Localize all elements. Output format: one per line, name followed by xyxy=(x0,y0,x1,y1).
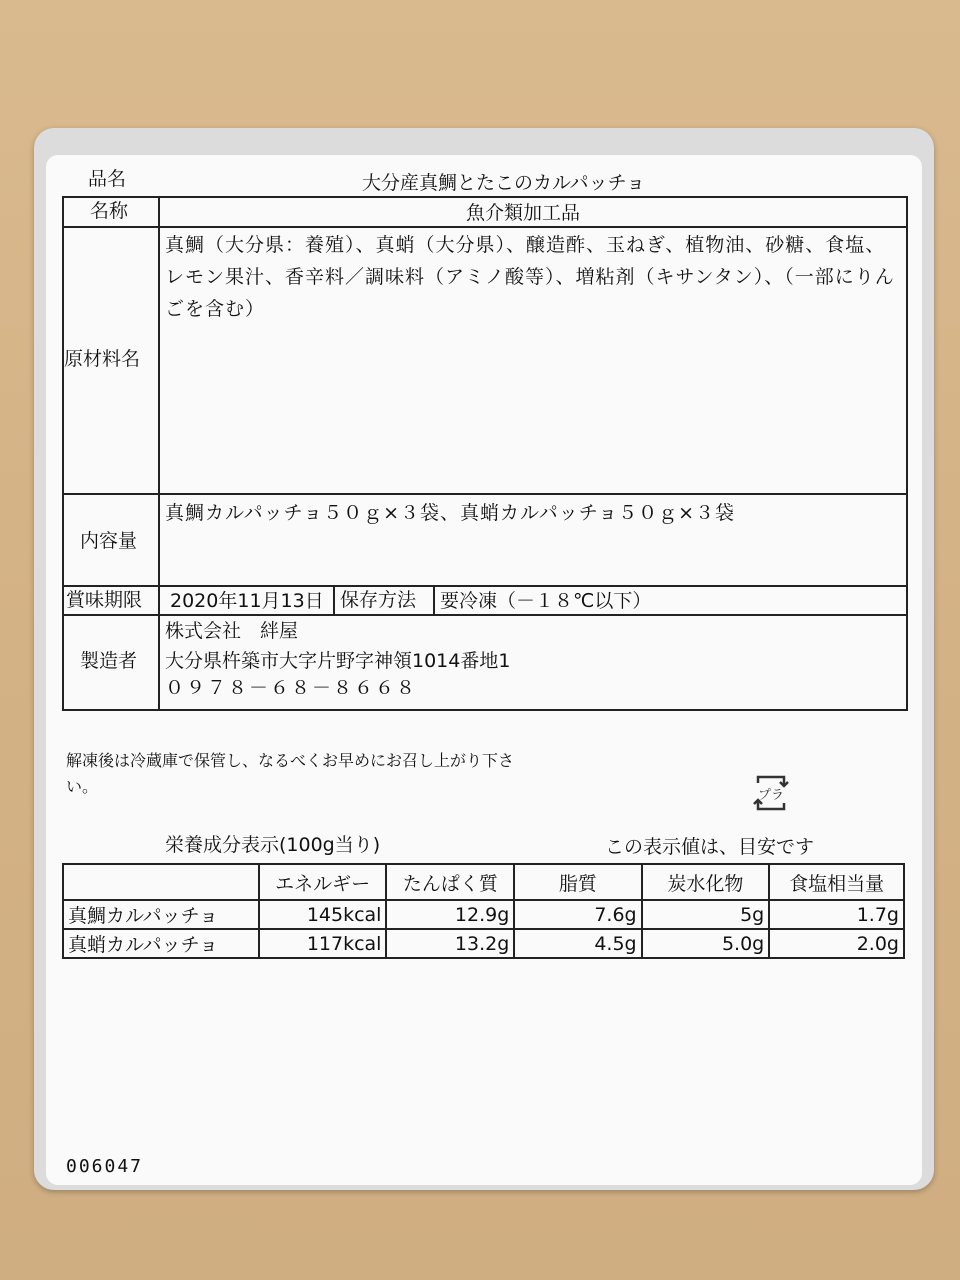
divider xyxy=(62,585,908,587)
maker-phone: ０９７８－６８－８６６８ xyxy=(165,677,418,699)
contents-label: 内容量 xyxy=(80,530,138,552)
divider xyxy=(62,493,908,495)
notice-line-2: い。 xyxy=(66,776,99,796)
nutrition-header-salt: 食塩相当量 xyxy=(769,864,904,900)
cell-protein: 12.9g xyxy=(386,900,514,929)
maker-name: 株式会社 絆屋 xyxy=(165,620,299,642)
nutrition-header-energy: エネルギー xyxy=(259,864,387,900)
storage-value: 要冷凍（－１８℃以下） xyxy=(440,590,652,612)
nutrition-header-blank xyxy=(63,864,259,900)
divider xyxy=(333,585,335,615)
cell-salt: 1.7g xyxy=(769,900,904,929)
serial-number: 006047 xyxy=(66,1156,144,1177)
meisho-value: 魚介類加工品 xyxy=(466,202,581,224)
cell-fat: 4.5g xyxy=(514,929,641,958)
ingredients-label: 原材料名 xyxy=(64,348,141,370)
nutrition-title: 栄養成分表示(100g当り) xyxy=(165,834,381,856)
nutrition-header-protein: たんぱく質 xyxy=(386,864,514,900)
divider xyxy=(62,226,908,228)
row-name: 真蛸カルパッチョ xyxy=(63,929,259,958)
nutrition-note: この表示値は、目安です xyxy=(605,836,815,858)
expiry-label: 賞味期限 xyxy=(66,589,143,611)
maker-label: 製造者 xyxy=(80,650,138,672)
cell-carb: 5.0g xyxy=(642,929,770,958)
nutrition-header-row xyxy=(63,864,904,900)
notice xyxy=(66,748,514,799)
recycle-plastic-icon xyxy=(750,773,792,813)
table-row xyxy=(63,900,904,929)
nutrition-table xyxy=(62,863,905,959)
nutrition-header-fat: 脂質 xyxy=(514,864,641,900)
cell-carb: 5g xyxy=(642,900,770,929)
row-name: 真鯛カルパッチョ xyxy=(63,900,259,929)
divider xyxy=(433,585,435,615)
cell-energy: 117kcal xyxy=(259,929,387,958)
contents-value: 真鯛カルパッチョ５０ｇ×３袋、真蛸カルパッチョ５０ｇ×３袋 xyxy=(165,502,736,524)
cell-protein: 13.2g xyxy=(386,929,514,958)
notice-line-1: 解凍後は冷蔵庫で保管し、なるべくお早めにお召し上がり下さ xyxy=(66,751,515,770)
divider xyxy=(62,614,908,616)
product-name: 大分産真鯛とたこのカルパッチョ xyxy=(362,172,646,194)
cell-salt: 2.0g xyxy=(769,929,904,958)
maker-address: 大分県杵築市大字片野字神領1014番地1 xyxy=(165,650,511,672)
ingredients-value: 真鯛（大分県：養殖）、真蛸（大分県）、醸造酢、玉ねぎ、植物油、砂糖、食塩、レモン果汁、香辛料／調味料（アミノ酸等）、増粘剤（キサンタン）、（一部にりんごを含む） xyxy=(165,234,895,320)
table-row xyxy=(63,929,904,958)
cell-energy: 145kcal xyxy=(259,900,387,929)
meisho-label: 名称 xyxy=(90,200,129,222)
storage-label: 保存方法 xyxy=(340,589,417,611)
divider xyxy=(158,196,160,711)
hinmei-label: 品名 xyxy=(88,168,127,190)
expiry-value: 2020年11月13日 xyxy=(170,590,324,612)
cell-fat: 7.6g xyxy=(514,900,641,929)
recycle-mark-text: プラ xyxy=(757,788,785,803)
nutrition-header-carb: 炭水化物 xyxy=(642,864,770,900)
